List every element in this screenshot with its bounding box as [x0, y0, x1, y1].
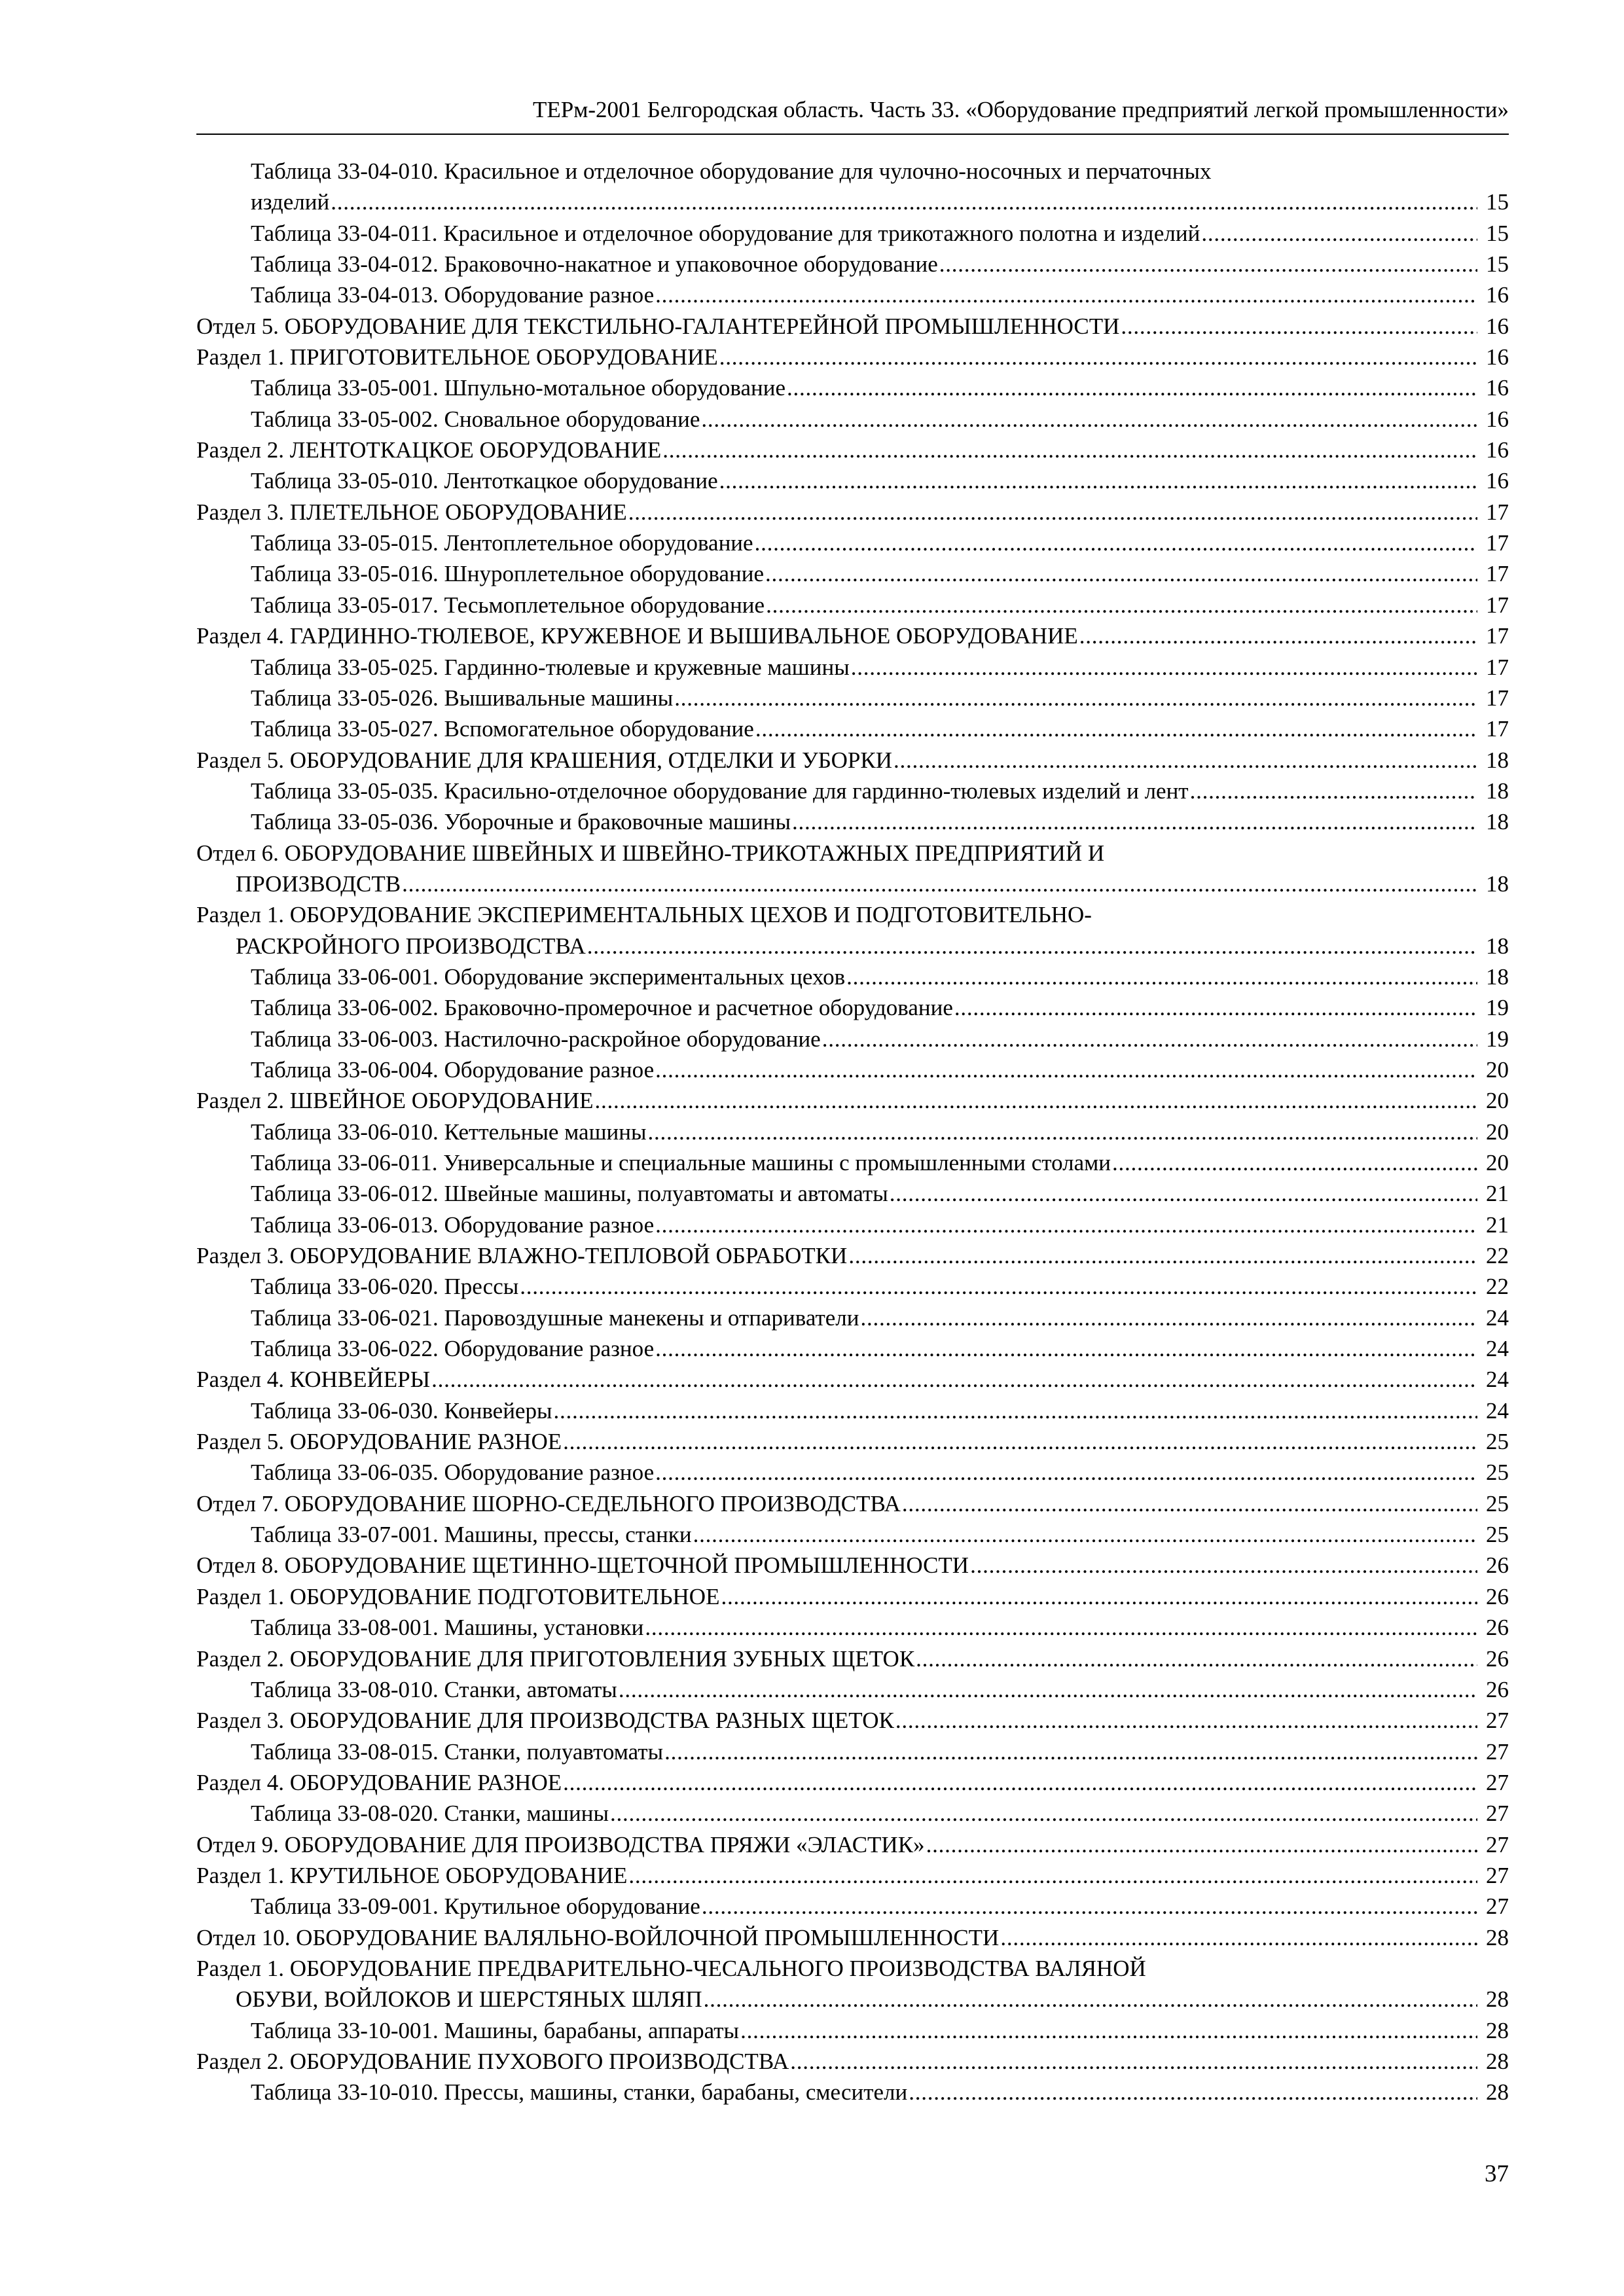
toc-entry[interactable]: [196, 1395, 1509, 1426]
dot-leader: [563, 1426, 1477, 1457]
dot-leader: [954, 992, 1477, 1023]
dot-leader: [655, 1333, 1477, 1364]
toc-entry-title: Таблица 33-06-020. Прессы: [251, 1274, 519, 1300]
toc-entry[interactable]: [196, 156, 1509, 218]
toc-entry-page: 21: [1486, 1181, 1509, 1207]
toc-entry-title: Таблица 33-05-017. Тесьмоплетельное оборудование: [251, 592, 765, 618]
toc-entry-page: 18: [1486, 963, 1509, 990]
dot-leader: [851, 652, 1477, 683]
toc-entry[interactable]: [196, 2077, 1509, 2108]
toc-entry-page: 18: [1486, 870, 1509, 897]
dot-leader: [792, 806, 1477, 837]
toc-entry-title: Раздел 2. ОБОРУДОВАНИЕ ДЛЯ ПРИГОТОВЛЕНИЯ ЗУБНЫХ ЩЕТОК: [196, 1645, 915, 1672]
toc-entry-title: Раздел 2. ШВЕЙНОЕ ОБОРУДОВАНИЕ: [196, 1088, 594, 1114]
toc-entry-page: 18: [1486, 778, 1509, 804]
dot-leader: [331, 187, 1477, 217]
toc-entry-page: 27: [1486, 1801, 1509, 1827]
toc-entry[interactable]: [196, 1891, 1509, 1922]
toc-entry-title: Раздел 3. ПЛЕТЕЛЬНОЕ ОБОРУДОВАНИЕ: [196, 499, 627, 525]
toc-entry-page: 26: [1486, 1552, 1509, 1579]
toc-entry[interactable]: [196, 1147, 1509, 1178]
toc-entry-title: Отдел 7. ОБОРУДОВАНИЕ ШОРНО-СЕДЕЛЬНОГО ПРОИЗВОДСТВА: [196, 1490, 901, 1516]
toc-entry-title: Таблица 33-08-010. Станки, автоматы: [251, 1676, 617, 1702]
toc-entry[interactable]: [196, 1302, 1509, 1333]
toc-entry-title: ОБУВИ, ВОЙЛОКОВ И ШЕРСТЯНЫХ ШЛЯП: [236, 1986, 702, 2013]
toc-entry[interactable]: [196, 713, 1509, 744]
toc-entry[interactable]: [196, 528, 1509, 558]
toc-entry[interactable]: [196, 497, 1509, 528]
toc-entry-title: Таблица 33-09-001. Крутильное оборудование: [251, 1893, 700, 1920]
toc-entry-page: 24: [1486, 1367, 1509, 1393]
dot-leader: [701, 404, 1477, 435]
toc-entry-title: Таблица 33-10-010. Прессы, машины, станки, барабаны, смесители: [251, 2079, 908, 2106]
toc-entry[interactable]: [196, 1519, 1509, 1550]
dot-leader: [1079, 620, 1477, 651]
toc-entry-title: Раздел 4. ГАРДИННО-ТЮЛЕВОЕ, КРУЖЕВНОЕ И ВЫШИВАЛЬНОЕ ОБОРУДОВАНИЕ: [196, 623, 1078, 649]
dot-leader: [520, 1271, 1477, 1302]
toc-entry-title: ПРОИЗВОДСТВ: [236, 870, 401, 897]
toc-entry[interactable]: [196, 1488, 1509, 1519]
toc-entry-title: Таблица 33-05-015. Лентоплетельное оборудование: [251, 530, 753, 556]
toc-entry-title: Таблица 33-06-004. Оборудование разное: [251, 1056, 655, 1083]
toc-entry-title: Таблица 33-05-016. Шнуроплетельное оборудование: [251, 561, 765, 587]
toc-entry[interactable]: [196, 1581, 1509, 1612]
dot-leader: [431, 1364, 1477, 1395]
toc-entry[interactable]: [196, 404, 1509, 435]
toc-entry[interactable]: [196, 1736, 1509, 1767]
toc-entry-page: 22: [1486, 1243, 1509, 1269]
dot-leader: [970, 1550, 1477, 1581]
toc-entry[interactable]: [196, 1829, 1509, 1860]
toc-entry-title: Раздел 1. КРУТИЛЬНОЕ ОБОРУДОВАНИЕ: [196, 1862, 628, 1888]
toc-entry-title: Раздел 1. ОБОРУДОВАНИЕ ПОДГОТОВИТЕЛЬНОЕ: [196, 1583, 720, 1609]
toc-entry-page: 17: [1486, 499, 1509, 525]
toc-entry-page: 24: [1486, 1304, 1509, 1331]
toc-entry[interactable]: [196, 1024, 1509, 1054]
toc-entry-page: 22: [1486, 1274, 1509, 1300]
dot-leader: [702, 1891, 1477, 1922]
toc-entry-page: 16: [1486, 282, 1509, 308]
toc-entry-page: 17: [1486, 623, 1509, 649]
dot-leader: [790, 2046, 1477, 2077]
toc-entry[interactable]: [196, 961, 1509, 992]
table-of-contents: [196, 156, 1509, 2108]
toc-entry-title: Таблица 33-05-036. Уборочные и браковочные машины: [251, 809, 791, 835]
toc-entry[interactable]: [196, 838, 1509, 900]
toc-entry[interactable]: [196, 806, 1509, 837]
running-header-title: ТЕРм-2001 Белгородская область. Часть 33. «Оборудование предприятий легкой промышленности»: [533, 97, 1509, 122]
dot-leader: [755, 713, 1477, 744]
dot-leader: [662, 435, 1477, 465]
dot-leader: [1112, 1147, 1477, 1178]
dot-leader: [628, 497, 1477, 528]
dot-leader: [939, 249, 1477, 279]
toc-entry-page: 17: [1486, 592, 1509, 618]
toc-entry-page: 25: [1486, 1460, 1509, 1486]
toc-entry-page: 20: [1486, 1119, 1509, 1145]
toc-entry-page: 26: [1486, 1676, 1509, 1702]
toc-entry-page: 27: [1486, 1893, 1509, 1920]
toc-entry[interactable]: [196, 1457, 1509, 1488]
toc-entry[interactable]: [196, 1953, 1509, 2015]
toc-entry-title: Таблица 33-08-001. Машины, установки: [251, 1615, 644, 1641]
dot-leader: [693, 1519, 1477, 1550]
toc-entry-line: Таблица 33-04-010. Красильное и отделочное оборудование для чулочно-носочных и перчаточных: [251, 158, 1212, 184]
toc-entry[interactable]: [196, 1550, 1509, 1581]
toc-entry[interactable]: [196, 1085, 1509, 1116]
toc-entry[interactable]: [196, 620, 1509, 651]
toc-entry[interactable]: [196, 2015, 1509, 2046]
dot-leader: [890, 1178, 1477, 1209]
toc-entry-title: Таблица 33-10-001. Машины, барабаны, аппараты: [251, 2017, 740, 2043]
toc-entry[interactable]: [196, 1705, 1509, 1736]
dot-leader: [766, 590, 1477, 620]
toc-entry-title: Таблица 33-05-027. Вспомогательное оборудование: [251, 716, 754, 742]
dot-leader: [655, 1457, 1477, 1488]
toc-entry-title: Таблица 33-06-013. Оборудование разное: [251, 1211, 655, 1238]
dot-leader: [655, 1054, 1477, 1085]
toc-entry[interactable]: [196, 1643, 1509, 1674]
dot-leader: [563, 1767, 1477, 1798]
toc-entry-title: Раздел 4. КОНВЕЙЕРЫ: [196, 1367, 431, 1393]
toc-entry-page: 18: [1486, 747, 1509, 773]
dot-leader: [704, 1984, 1477, 2015]
toc-entry-page: 28: [1486, 2048, 1509, 2074]
toc-entry-title: Таблица 33-05-001. Шпульно-мотальное оборудование: [251, 375, 785, 401]
dot-leader: [1121, 311, 1477, 342]
toc-entry-page: 27: [1486, 1708, 1509, 1734]
toc-entry-page: 27: [1486, 1769, 1509, 1795]
toc-entry[interactable]: [196, 279, 1509, 310]
toc-entry-title: Таблица 33-06-003. Настилочно-раскройное оборудование: [251, 1026, 821, 1052]
dot-leader: [846, 961, 1477, 992]
toc-entry-title: Таблица 33-05-002. Сновальное оборудование: [251, 406, 700, 432]
toc-entry-page: 20: [1486, 1150, 1509, 1175]
toc-entry-page: 16: [1486, 437, 1509, 463]
dot-leader: [655, 1210, 1477, 1240]
toc-entry-page: 19: [1486, 995, 1509, 1021]
toc-entry-title: Таблица 33-06-022. Оборудование разное: [251, 1336, 655, 1362]
dot-leader: [648, 1117, 1477, 1147]
toc-entry-page: 16: [1486, 406, 1509, 432]
dot-leader: [655, 279, 1477, 310]
toc-entry[interactable]: [196, 1767, 1509, 1798]
toc-entry[interactable]: [196, 1364, 1509, 1395]
toc-entry-page: 16: [1486, 468, 1509, 494]
toc-entry-title: Таблица 33-04-012. Браковочно-накатное и упаковочное оборудование: [251, 251, 938, 278]
dot-leader: [902, 1488, 1477, 1519]
toc-entry-page: 25: [1486, 1429, 1509, 1455]
toc-entry[interactable]: [196, 1178, 1509, 1209]
dot-leader: [402, 869, 1477, 899]
page-number: 37: [1485, 2161, 1509, 2187]
dot-leader: [765, 558, 1477, 589]
toc-entry[interactable]: [196, 992, 1509, 1023]
toc-entry[interactable]: [196, 1798, 1509, 1829]
toc-entry[interactable]: [196, 590, 1509, 620]
dot-leader: [553, 1395, 1477, 1426]
toc-entry-page: 18: [1486, 809, 1509, 835]
toc-entry-title: Таблица 33-06-011. Универсальные и специальные машины с промышленными столами: [251, 1150, 1111, 1175]
toc-entry[interactable]: [196, 311, 1509, 342]
toc-entry-title: Таблица 33-04-013. Оборудование разное: [251, 282, 655, 308]
toc-entry-title: Раздел 1. ПРИГОТОВИТЕЛЬНОЕ ОБОРУДОВАНИЕ: [196, 344, 718, 370]
toc-entry-title: Раздел 3. ОБОРУДОВАНИЕ ВЛАЖНО-ТЕПЛОВОЙ ОБРАБОТКИ: [196, 1243, 848, 1269]
toc-entry-title: изделий: [251, 189, 330, 215]
toc-entry-page: 25: [1486, 1522, 1509, 1548]
toc-entry-page: 16: [1486, 313, 1509, 339]
toc-entry[interactable]: [196, 372, 1509, 403]
toc-entry[interactable]: [196, 1860, 1509, 1891]
toc-entry[interactable]: [196, 1674, 1509, 1705]
dot-leader: [594, 1085, 1477, 1116]
dot-leader: [628, 1860, 1477, 1891]
toc-entry[interactable]: [196, 342, 1509, 372]
dot-leader: [719, 465, 1477, 496]
dot-leader: [645, 1612, 1477, 1643]
dot-leader: [719, 342, 1477, 372]
toc-entry-title: Таблица 33-06-035. Оборудование разное: [251, 1460, 655, 1486]
toc-entry-line: Отдел 6. ОБОРУДОВАНИЕ ШВЕЙНЫХ И ШВЕЙНО-ТРИКОТАЖНЫХ ПРЕДПРИЯТИЙ И: [196, 840, 1105, 866]
toc-entry-page: 26: [1486, 1645, 1509, 1672]
toc-entry-page: 16: [1486, 344, 1509, 370]
toc-entry[interactable]: [196, 1612, 1509, 1643]
toc-entry-page: 26: [1486, 1615, 1509, 1641]
toc-entry-title: Отдел 9. ОБОРУДОВАНИЕ ДЛЯ ПРОИЗВОДСТВА ПРЯЖИ «ЭЛАСТИК»: [196, 1831, 925, 1857]
toc-entry-title: Раздел 4. ОБОРУДОВАНИЕ РАЗНОЕ: [196, 1769, 562, 1795]
toc-entry-title: Таблица 33-06-002. Браковочно-промерочное и расчетное оборудование: [251, 995, 953, 1021]
toc-entry[interactable]: [196, 1240, 1509, 1271]
dot-leader: [740, 2015, 1477, 2046]
dot-leader: [909, 2077, 1477, 2108]
toc-entry-page: 15: [1486, 220, 1509, 246]
toc-entry-title: Таблица 33-08-015. Станки, полуавтоматы: [251, 1738, 664, 1765]
toc-entry[interactable]: [196, 683, 1509, 713]
dot-leader: [1000, 1922, 1477, 1953]
toc-entry-title: Таблица 33-06-030. Конвейеры: [251, 1397, 552, 1424]
toc-entry-page: 25: [1486, 1490, 1509, 1516]
dot-leader: [916, 1643, 1477, 1674]
toc-entry[interactable]: [196, 465, 1509, 496]
toc-entry-page: 17: [1486, 716, 1509, 742]
toc-entry[interactable]: [196, 249, 1509, 279]
toc-entry-page: 17: [1486, 654, 1509, 680]
toc-entry-page: 28: [1486, 1924, 1509, 1950]
toc-entry[interactable]: [196, 745, 1509, 776]
toc-entry-page: 16: [1486, 375, 1509, 401]
toc-entry-page: 17: [1486, 561, 1509, 587]
toc-entry-title: Отдел 8. ОБОРУДОВАНИЕ ЩЕТИННО-ЩЕТОЧНОЙ ПРОМЫШЛЕННОСТИ: [196, 1552, 969, 1579]
toc-entry-page: 27: [1486, 1738, 1509, 1765]
toc-entry-page: 20: [1486, 1088, 1509, 1114]
toc-entry-page: 28: [1486, 2017, 1509, 2043]
running-header: [196, 97, 1509, 135]
toc-entry-title: Таблица 33-05-026. Вышивальные машины: [251, 685, 674, 711]
toc-entry-page: 27: [1486, 1862, 1509, 1888]
toc-entry-page: 17: [1486, 530, 1509, 556]
toc-entry[interactable]: [196, 899, 1509, 961]
toc-entry-title: Отдел 10. ОБОРУДОВАНИЕ ВАЛЯЛЬНО-ВОЙЛОЧНОЙ ПРОМЫШЛЕННОСТИ: [196, 1924, 1000, 1950]
toc-entry[interactable]: [196, 1271, 1509, 1302]
toc-entry[interactable]: [196, 1117, 1509, 1147]
toc-entry-title: Раздел 2. ОБОРУДОВАНИЕ ПУХОВОГО ПРОИЗВОДСТВА: [196, 2048, 789, 2074]
toc-entry-title: Раздел 2. ЛЕНТОТКАЦКОЕ ОБОРУДОВАНИЕ: [196, 437, 662, 463]
dot-leader: [860, 1302, 1477, 1333]
toc-entry[interactable]: [196, 218, 1509, 249]
dot-leader: [1190, 776, 1477, 806]
dot-leader: [926, 1829, 1477, 1860]
dot-leader: [1201, 218, 1477, 249]
toc-entry-line: Раздел 1. ОБОРУДОВАНИЕ ПРЕДВАРИТЕЛЬНО-ЧЕСАЛЬНОГО ПРОИЗВОДСТВА ВАЛЯНОЙ: [196, 1955, 1146, 1981]
toc-entry-page: 19: [1486, 1026, 1509, 1052]
toc-entry[interactable]: [196, 1333, 1509, 1364]
toc-entry[interactable]: [196, 558, 1509, 589]
dot-leader: [787, 372, 1477, 403]
toc-entry-title: Таблица 33-06-001. Оборудование экспериментальных цехов: [251, 963, 846, 990]
dot-leader: [755, 528, 1477, 558]
toc-entry-title: РАСКРОЙНОГО ПРОИЗВОДСТВА: [236, 933, 586, 959]
toc-entry-title: Таблица 33-07-001. Машины, прессы, станки: [251, 1522, 692, 1548]
dot-leader: [619, 1674, 1477, 1705]
toc-entry-page: 18: [1486, 933, 1509, 959]
toc-entry-page: 21: [1486, 1211, 1509, 1238]
toc-entry-title: Раздел 3. ОБОРУДОВАНИЕ ДЛЯ ПРОИЗВОДСТВА РАЗНЫХ ЩЕТОК: [196, 1708, 894, 1734]
dot-leader: [664, 1736, 1477, 1767]
toc-entry-page: 15: [1486, 251, 1509, 278]
dot-leader: [822, 1024, 1477, 1054]
toc-entry[interactable]: [196, 435, 1509, 465]
toc-entry-page: 24: [1486, 1397, 1509, 1424]
dot-leader: [587, 931, 1477, 961]
dot-leader: [895, 1705, 1477, 1736]
toc-entry-title: Таблица 33-06-012. Швейные машины, полуавтоматы и автоматы: [251, 1181, 888, 1207]
toc-entry-title: Таблица 33-05-035. Красильно-отделочное оборудование для гардинно-тюлевых изделий и лент: [251, 778, 1189, 804]
toc-entry[interactable]: [196, 776, 1509, 806]
toc-entry-page: 27: [1486, 1831, 1509, 1857]
toc-entry-title: Раздел 5. ОБОРУДОВАНИЕ ДЛЯ КРАШЕНИЯ, ОТДЕЛКИ И УБОРКИ: [196, 747, 893, 773]
toc-entry[interactable]: [196, 1054, 1509, 1085]
toc-entry[interactable]: [196, 1210, 1509, 1240]
dot-leader: [893, 745, 1477, 776]
dot-leader: [610, 1798, 1477, 1829]
toc-entry-title: Таблица 33-08-020. Станки, машины: [251, 1801, 609, 1827]
toc-entry[interactable]: [196, 1426, 1509, 1457]
toc-entry[interactable]: [196, 2046, 1509, 2077]
toc-entry-title: Раздел 5. ОБОРУДОВАНИЕ РАЗНОЕ: [196, 1429, 562, 1455]
toc-entry-title: Отдел 5. ОБОРУДОВАНИЕ ДЛЯ ТЕКСТИЛЬНО-ГАЛАНТЕРЕЙНОЙ ПРОМЫШЛЕННОСТИ: [196, 313, 1120, 339]
dot-leader: [721, 1581, 1477, 1612]
toc-entry-page: 24: [1486, 1336, 1509, 1362]
toc-entry-page: 20: [1486, 1056, 1509, 1083]
toc-entry-page: 28: [1486, 1986, 1509, 2013]
toc-entry[interactable]: [196, 652, 1509, 683]
toc-entry[interactable]: [196, 1922, 1509, 1953]
toc-entry-title: Таблица 33-05-010. Лентоткацкое оборудование: [251, 468, 718, 494]
dot-leader: [848, 1240, 1477, 1271]
toc-entry-page: 26: [1486, 1583, 1509, 1609]
toc-entry-title: Таблица 33-04-011. Красильное и отделочное оборудование для трикотажного полотна и изделий: [251, 220, 1200, 246]
toc-entry-title: Таблица 33-06-021. Паровоздушные манекены и отпариватели: [251, 1304, 859, 1331]
toc-entry-page: 28: [1486, 2079, 1509, 2106]
toc-entry-line: Раздел 1. ОБОРУДОВАНИЕ ЭКСПЕРИМЕНТАЛЬНЫХ ЦЕХОВ И ПОДГОТОВИТЕЛЬНО-: [196, 902, 1092, 928]
dot-leader: [674, 683, 1477, 713]
toc-entry-title: Таблица 33-05-025. Гардинно-тюлевые и кружевные машины: [251, 654, 850, 680]
toc-entry-page: 15: [1486, 189, 1509, 215]
toc-entry-page: 17: [1486, 685, 1509, 711]
toc-entry-title: Таблица 33-06-010. Кеттельные машины: [251, 1119, 647, 1145]
